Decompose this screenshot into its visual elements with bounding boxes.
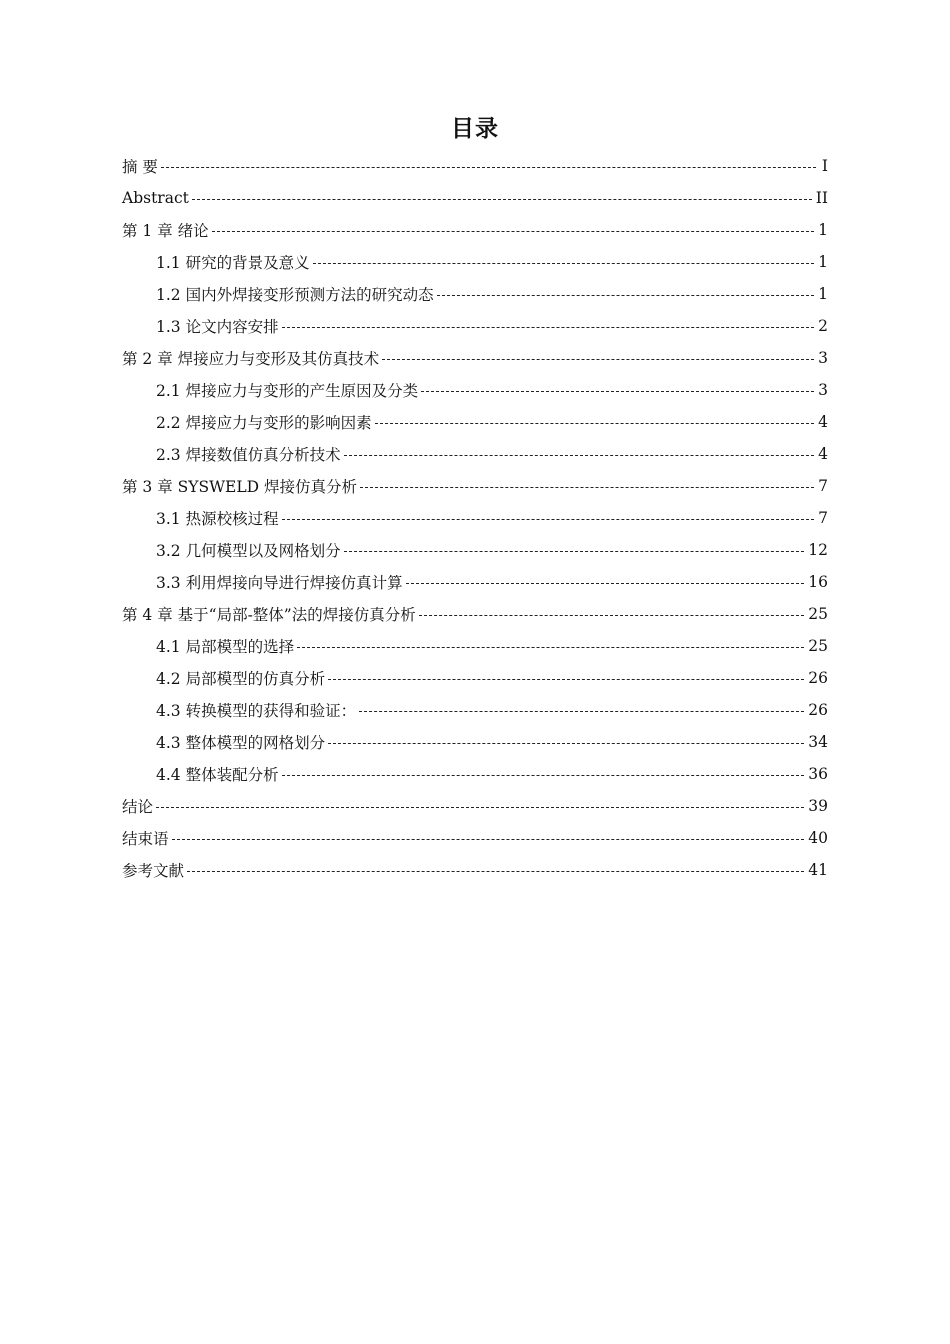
toc-entry[interactable]: [122, 310, 828, 342]
toc-entry-page: 40: [808, 829, 828, 847]
toc-entry[interactable]: [122, 758, 828, 790]
toc-leader-dots: [282, 519, 815, 520]
toc-leader-dots: [382, 359, 814, 360]
toc-entry[interactable]: [122, 790, 828, 822]
toc-entry-label: 2.3 焊接数值仿真分析技术: [156, 443, 342, 465]
toc-entry[interactable]: [122, 278, 828, 310]
toc-entry-label: 4.1 局部模型的选择: [156, 635, 295, 657]
toc-leader-dots: [282, 327, 815, 328]
toc-entry-page: 39: [808, 797, 828, 815]
toc-entry-page: 3: [818, 349, 828, 367]
toc-entry-label: 1.1 研究的背景及意义: [156, 251, 311, 273]
toc-leader-dots: [187, 871, 804, 872]
toc-leader-dots: [172, 839, 805, 840]
toc-entry-page: 4: [818, 445, 828, 463]
toc-leader-dots: [406, 583, 805, 584]
toc-entry-label: Abstract: [122, 189, 189, 207]
toc-leader-dots: [313, 263, 815, 264]
toc-entry-page: I: [821, 157, 828, 175]
toc-entry-page: 4: [818, 413, 828, 431]
toc-entry-label: 4.3 转换模型的获得和验证：: [156, 699, 357, 721]
toc-entry-page: 3: [818, 381, 828, 399]
toc-leader-dots: [156, 807, 804, 808]
toc-entry[interactable]: [122, 246, 828, 278]
toc-entry[interactable]: [122, 566, 828, 598]
toc-entry-page: 34: [808, 733, 828, 751]
toc-entry[interactable]: [122, 694, 828, 726]
toc-entry-label: 摘 要: [122, 155, 159, 177]
toc-entry-label: 3.1 热源校核过程: [156, 507, 280, 529]
toc-entry-label: 1.3 论文内容安排: [156, 315, 280, 337]
toc-leader-dots: [212, 231, 814, 232]
toc-entry-page: 7: [818, 509, 828, 527]
toc-entry-label: 第 3 章 SYSWELD 焊接仿真分析: [122, 475, 358, 497]
toc-entry-label: 1.2 国内外焊接变形预测方法的研究动态: [156, 283, 435, 305]
toc-entry[interactable]: [122, 374, 828, 406]
toc-entry[interactable]: [122, 406, 828, 438]
toc-entry-label: 4.2 局部模型的仿真分析: [156, 667, 326, 689]
toc-leader-dots: [297, 647, 804, 648]
toc-entry-page: 16: [808, 573, 828, 591]
toc-entry-page: 25: [808, 605, 828, 623]
toc-entry-label: 第 1 章 绪论: [122, 219, 210, 241]
page-title: 目录: [451, 116, 499, 142]
toc-entry[interactable]: [122, 662, 828, 694]
toc-entry-label: 4.3 整体模型的网格划分: [156, 731, 326, 753]
toc-entry[interactable]: [122, 854, 828, 886]
toc-entry[interactable]: [122, 726, 828, 758]
toc-entry[interactable]: [122, 438, 828, 470]
toc-entry[interactable]: [122, 182, 828, 214]
toc-entry-label: 结束语: [122, 827, 170, 849]
toc-entry[interactable]: [122, 470, 828, 502]
toc-leader-dots: [161, 167, 816, 168]
toc-entry-label: 结论: [122, 795, 154, 817]
toc-entry[interactable]: [122, 150, 828, 182]
toc-entry-page: 7: [818, 477, 828, 495]
toc-leader-dots: [328, 743, 804, 744]
toc-entry-label: 第 2 章 焊接应力与变形及其仿真技术: [122, 347, 380, 369]
toc-entry[interactable]: [122, 630, 828, 662]
toc-leader-dots: [375, 423, 815, 424]
toc-entry-page: II: [815, 189, 828, 207]
toc-entry-label: 第 4 章 基于“局部-整体”法的焊接仿真分析: [122, 603, 417, 625]
toc-leader-dots: [419, 615, 805, 616]
toc-list: [122, 150, 828, 886]
toc-entry[interactable]: [122, 342, 828, 374]
toc-entry-label: 2.1 焊接应力与变形的产生原因及分类: [156, 379, 419, 401]
toc-entry-page: 41: [808, 861, 828, 879]
toc-leader-dots: [359, 711, 804, 712]
toc-leader-dots: [192, 199, 812, 200]
toc-leader-dots: [437, 295, 815, 296]
toc-entry-label: 3.3 利用焊接向导进行焊接仿真计算: [156, 571, 404, 593]
toc-entry-page: 26: [808, 669, 828, 687]
toc-entry[interactable]: [122, 598, 828, 630]
toc-entry-label: 参考文献: [122, 859, 185, 881]
toc-leader-dots: [421, 391, 814, 392]
toc-leader-dots: [344, 455, 815, 456]
toc-entry-page: 1: [818, 253, 828, 271]
toc-entry-page: 1: [818, 221, 828, 239]
toc-entry-page: 1: [818, 285, 828, 303]
toc-entry[interactable]: [122, 502, 828, 534]
toc-entry[interactable]: [122, 214, 828, 246]
toc-entry-page: 2: [818, 317, 828, 335]
toc-entry-page: 26: [808, 701, 828, 719]
toc-leader-dots: [282, 775, 805, 776]
toc-entry-label: 2.2 焊接应力与变形的影响因素: [156, 411, 373, 433]
toc-entry-page: 36: [808, 765, 828, 783]
toc-entry-label: 3.2 几何模型以及网格划分: [156, 539, 342, 561]
toc-entry-page: 25: [808, 637, 828, 655]
toc-leader-dots: [360, 487, 814, 488]
toc-entry[interactable]: [122, 534, 828, 566]
toc-entry-page: 12: [808, 541, 828, 559]
toc-leader-dots: [344, 551, 805, 552]
toc-entry-label: 4.4 整体装配分析: [156, 763, 280, 785]
toc-entry[interactable]: [122, 822, 828, 854]
toc-leader-dots: [328, 679, 804, 680]
